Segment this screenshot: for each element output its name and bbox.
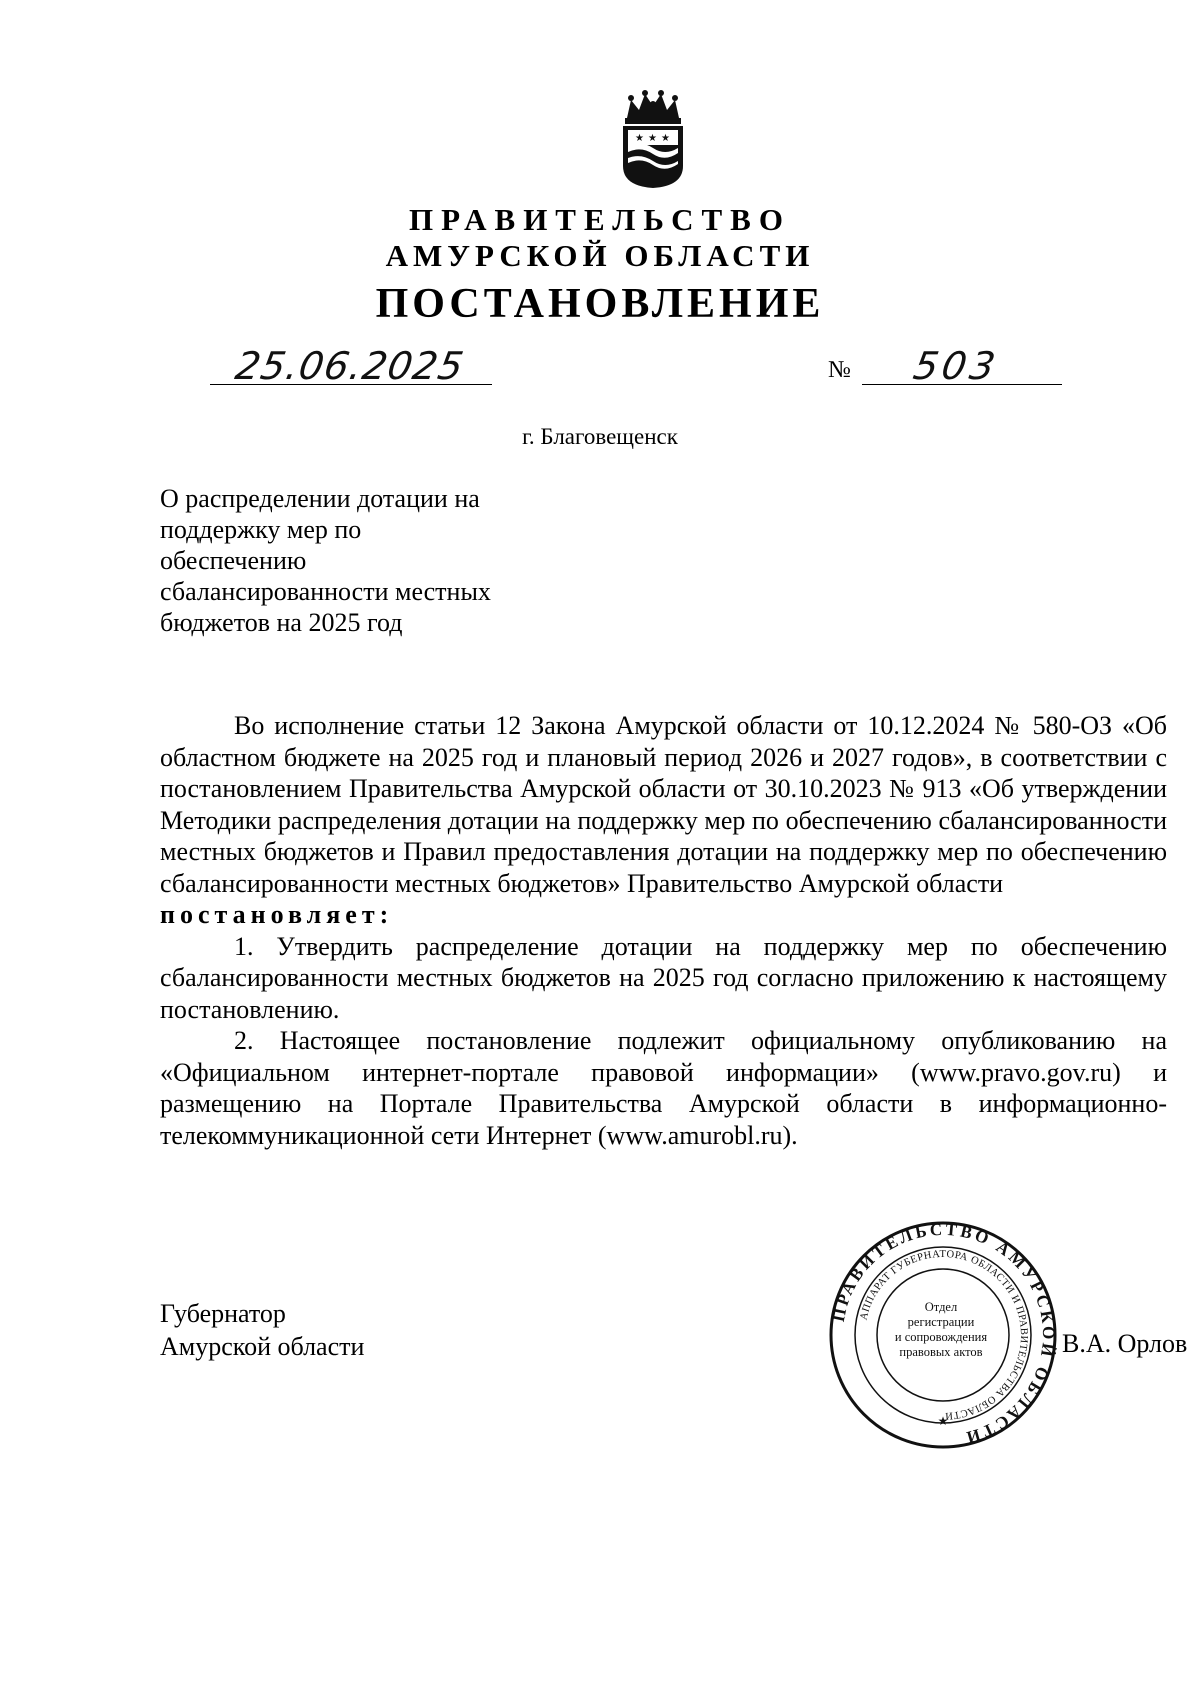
subject-line: сбалансированности местных (160, 577, 491, 606)
stamp-dept-line: правовых актов (899, 1345, 983, 1359)
signatory-title (160, 1297, 364, 1363)
subject-line: обеспечению (160, 546, 307, 575)
document-type-title: ПОСТАНОВЛЕНИЕ (375, 281, 825, 327)
number-sign: № (828, 357, 851, 383)
svg-text:АППАРАТ ГУБЕРНАТОРА ОБЛАСТИ И: АППАРАТ ГУБЕРНАТОРА ОБЛАСТИ И ПРАВИТЕЛЬСТВА ОБЛАСТИ (858, 1248, 1030, 1422)
stamp-dept-line: регистрации (907, 1315, 975, 1329)
document-subject (160, 483, 580, 638)
number-underline (862, 384, 1062, 385)
handwritten-number: 503 (910, 344, 1003, 388)
resolve-word: постановляет: (160, 900, 394, 929)
stamp-department-text (886, 1300, 996, 1360)
svg-text:★: ★ (661, 133, 670, 144)
coat-of-arms-emblem (617, 90, 689, 190)
signatory-title-line: Губернатор (160, 1299, 286, 1328)
org-name-line2: АМУРСКОЙ ОБЛАСТИ (385, 238, 815, 273)
date-underline (210, 384, 492, 385)
item-2-paragraph: 2. Настоящее постановление подлежит официальному опубликованию на «Официальном интернет-портале правовой информации» (www.pravo.gov.ru) и размещению на Портале Правительства Амурской области в информационно-телекоммуникационной сети Интернет (www.amurobl.ru). (160, 1026, 1167, 1150)
signatory-title-line: Амурской области (160, 1332, 365, 1361)
handwritten-date: 25.06.2025 (232, 344, 468, 388)
subject-line: бюджетов на 2025 год (160, 608, 403, 637)
item-1-paragraph: 1. Утвердить распределение дотации на поддержку мер по обеспечению сбалансированности местных бюджетов на 2025 год согласно приложению к настоящему постановлению. (160, 931, 1167, 1024)
stamp-dept-line: Отдел (924, 1300, 958, 1314)
svg-text:★: ★ (635, 133, 644, 144)
city-label: г. Благовещенск (522, 424, 678, 449)
svg-text:★: ★ (937, 1414, 949, 1428)
signatory-name: В.А. Орлов (1062, 1329, 1188, 1358)
stamp-dept-line: и сопровождения (894, 1330, 988, 1344)
preamble-paragraph: Во исполнение статьи 12 Закона Амурской области от 10.12.2024 № 580-ОЗ «Об областном бюджете на 2025 год и плановый период 2026 и 2027 годов», в соответствии с постановлением Правительства Амурской области от 30.10.2023 № 913 «Об утверждении Методики распределения дотации на поддержку мер по обеспечению сбалансированности местных бюджетов и Правил предоставления дотации на поддержку мер по обеспечению сбалансированности местных бюджетов» Правительство Амурской области (160, 711, 1167, 898)
svg-text:★: ★ (648, 133, 657, 144)
subject-line: О распределении дотации на (160, 484, 480, 513)
svg-text:ПРАВИТЕЛЬСТВО АМУРСКОЙ ОБЛАСТИ: ПРАВИТЕЛЬСТВО АМУРСКОЙ ОБЛАСТИ (828, 1220, 1058, 1448)
document-body (160, 710, 1167, 1151)
subject-line: поддержку мер по (160, 515, 362, 544)
org-name-line1: ПРАВИТЕЛЬСТВО (409, 202, 791, 237)
